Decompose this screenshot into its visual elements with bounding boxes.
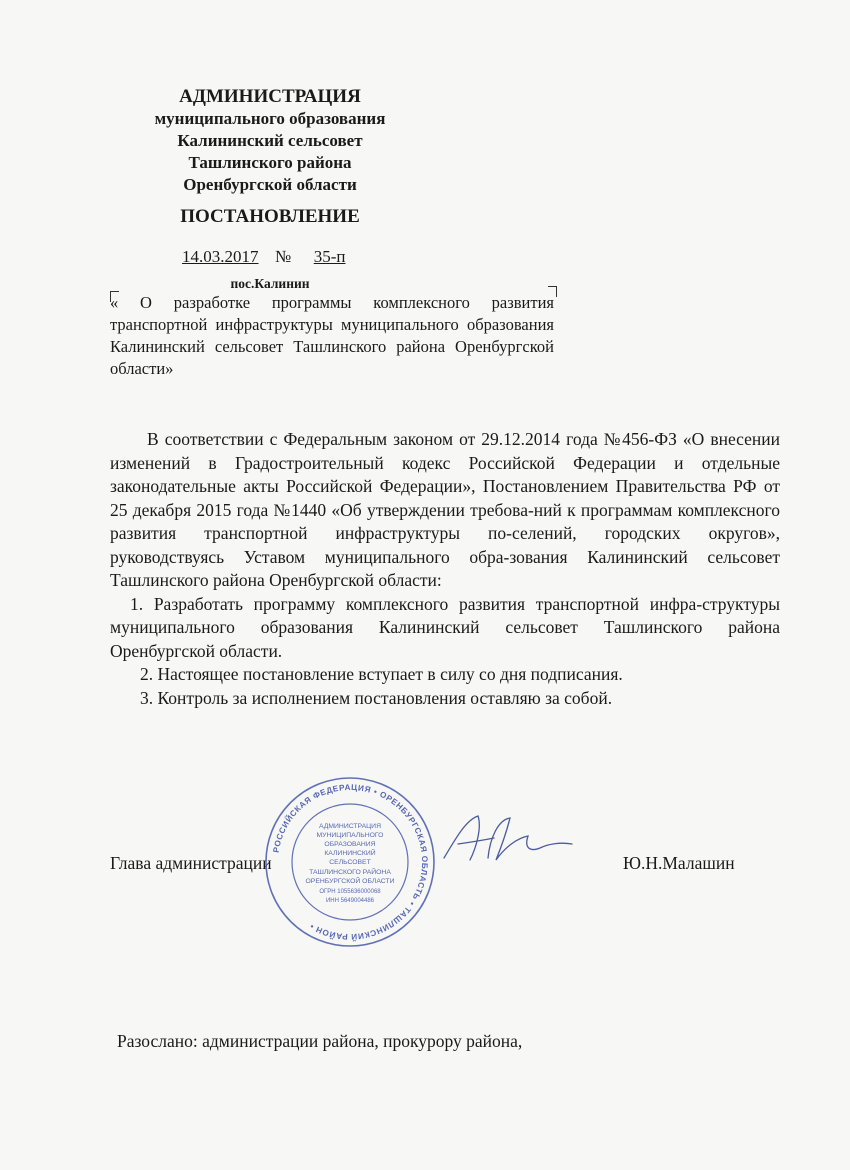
- stamp-line-8: ОГРН 1055636000068: [319, 889, 381, 895]
- document-date: 14.03.2017: [182, 247, 259, 266]
- stamp-line-7: ОРЕНБУРГСКОЙ ОБЛАСТИ: [305, 878, 395, 885]
- issuer-header: [120, 86, 420, 196]
- order-item-3: 3. Контроль за исполнением постановления оставляю за собой.: [140, 687, 613, 708]
- header-line-2: муниципального образования: [154, 109, 386, 128]
- signatory-position: Глава администрации: [110, 853, 272, 873]
- stamp-line-2: МУНИЦИПАЛЬНОГО: [316, 832, 384, 839]
- signatory-name: Ю.Н.Малашин: [623, 853, 735, 873]
- stamp-line-3: ОБРАЗОВАНИЯ: [324, 841, 376, 848]
- stamp-line-1: АДМИНИСТРАЦИЯ: [319, 823, 381, 830]
- preamble-paragraph: В соответствии с Федеральным законом от 29.12.2014 года №456-ФЗ «О внесении изменений в Градостроительный кодекс Российской Федерации и отдельные законодательные акты Российской Федерации», Постановлением Правительства РФ от 25 декабря 2015 года №1440 «Об утверждении требова-ний к программам комплексного развития транспортной инфраструктуры по-селений, городских округов», руководствуясь Уставом муниципального обра-зования Калининский сельсовет Ташлинского района Оренбургской области:: [110, 429, 780, 590]
- order-item-2: 2. Настоящее постановление вступает в силу со дня подписания.: [140, 664, 623, 684]
- distribution-list: Разослано: администрации района, прокурору района,: [117, 1031, 523, 1051]
- stamp-line-4: КАЛИНИНСКИЙ: [324, 850, 376, 857]
- header-line-4: Ташлинского района: [188, 153, 352, 172]
- stamp-line-9: ИНН 5649004486: [325, 898, 375, 904]
- document-type: ПОСТАНОВЛЕНИЕ: [180, 206, 360, 227]
- header-line-1: АДМИНИСТРАЦИЯ: [179, 86, 361, 107]
- number-sign: №: [275, 247, 292, 266]
- document-body: [110, 428, 780, 710]
- header-line-5: Оренбургской области: [183, 175, 357, 194]
- document-number: 35-п: [313, 247, 346, 266]
- date-number-line: [182, 247, 346, 267]
- handwritten-signature: [436, 808, 576, 878]
- header-line-3: Калининский сельсовет: [177, 131, 363, 150]
- stamp-line-6: ТАШЛИНСКОГО РАЙОНА: [309, 869, 391, 876]
- place-of-issue: пос.Калинин: [230, 276, 310, 291]
- official-stamp: [264, 776, 436, 948]
- stamp-line-5: СЕЛЬСОВЕТ: [329, 859, 371, 866]
- document-subject: « О разработке программы комплексного развития транспортной инфраструктуры муниципального образования Калининский сельсовет Ташлинского района Оренбургской области»: [110, 293, 554, 378]
- stamp-ring-text: РОССИЙСКАЯ ФЕДЕРАЦИЯ • ОРЕНБУРГСКАЯ ОБЛАСТЬ • ТАШЛИНСКИЙ РАЙОН •: [271, 782, 430, 942]
- order-item-1: 1. Разработать программу комплексного развития транспортной инфра-структуры муниципального образования Калининский сельсовет Ташлинского района Оренбургской области.: [110, 593, 780, 661]
